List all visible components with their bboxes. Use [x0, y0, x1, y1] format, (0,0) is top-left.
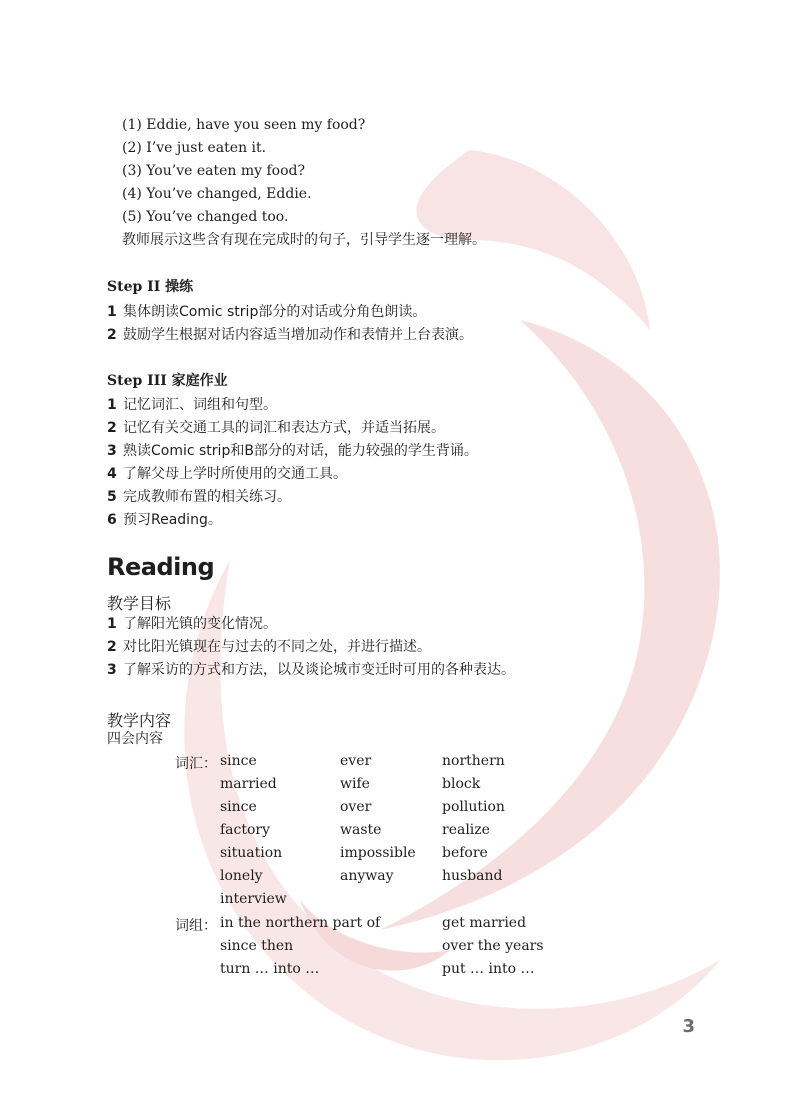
- phrase-c1-r3: turn … into …: [220, 961, 320, 977]
- step3-item-3-num: 3: [107, 443, 117, 459]
- vocab-c3-r3: pollution: [442, 799, 505, 815]
- vocab-c2-r4: waste: [340, 822, 382, 838]
- dialogue-line-5: (5) You’ve changed too.: [122, 209, 289, 225]
- goal-item-1-text: 了解阳光镇的变化情况。: [123, 616, 277, 632]
- vocab-c3-r2: block: [442, 776, 481, 792]
- step3-item-3-text: 熟读Comic strip和B部分的对话，能力较强的学生背诵。: [123, 443, 478, 459]
- vocab-c3-r6: husband: [442, 868, 503, 884]
- vocab-label: 词汇：: [175, 756, 217, 772]
- vocab-c2-r5: impossible: [340, 845, 416, 861]
- step3-item-4: [107, 463, 347, 484]
- vocab-c1-r2: married: [220, 776, 277, 792]
- goal-item-1: [107, 613, 277, 634]
- step3-item-2-num: 2: [107, 420, 117, 436]
- phrase-c1-r2: since then: [220, 938, 294, 954]
- goal-item-3: [107, 659, 515, 680]
- step2-item-1: [107, 301, 426, 322]
- step3-item-5-text: 完成教师布置的相关练习。: [123, 489, 291, 505]
- step2-item-2-text: 鼓励学生根据对话内容适当增加动作和表情并上台表演。: [123, 327, 473, 343]
- vocab-c3-r5: before: [442, 845, 488, 861]
- step3-item-4-text: 了解父母上学时所使用的交通工具。: [123, 466, 347, 482]
- vocab-c2-r2: wife: [340, 776, 370, 792]
- step3-heading: Step III 家庭作业: [107, 373, 228, 389]
- vocab-c1-r1: since: [220, 753, 257, 769]
- step2-item-1-num: 1: [107, 304, 117, 320]
- vocab-c1-r3: since: [220, 799, 257, 815]
- page-number: 3: [682, 1016, 695, 1037]
- phrase-c1-r1: in the northern part of: [220, 915, 381, 931]
- step3-item-4-num: 4: [107, 466, 117, 482]
- goal-item-2-num: 2: [107, 639, 117, 655]
- vocab-c1-r7: interview: [220, 891, 287, 907]
- vocab-c2-r3: over: [340, 799, 372, 815]
- goal-item-2: [107, 636, 431, 657]
- vocab-c1-r6: lonely: [220, 868, 263, 884]
- dialogue-line-4: (4) You’ve changed, Eddie.: [122, 186, 312, 202]
- step3-item-6: [107, 509, 222, 530]
- step2-heading: Step II 操练: [107, 279, 194, 295]
- goals-heading: 教学目标: [107, 594, 172, 613]
- dialogue-line-1: (1) Eddie, have you seen my food?: [122, 117, 366, 133]
- goal-item-3-text: 了解采访的方式和方法，以及谈论城市变迁时可用的各种表达。: [123, 662, 515, 678]
- step3-item-1: [107, 394, 277, 415]
- vocab-c1-r5: situation: [220, 845, 283, 861]
- dialogue-line-3: (3) You’ve eaten my food?: [122, 163, 305, 179]
- vocab-c1-r4: factory: [220, 822, 271, 838]
- step3-item-5-num: 5: [107, 489, 117, 505]
- phrase-c2-r3: put … into …: [442, 961, 535, 977]
- step3-item-1-text: 记忆词汇、词组和句型。: [123, 397, 277, 413]
- dialogue-note: 教师展示这些含有现在完成时的句子，引导学生逐一理解。: [122, 232, 486, 248]
- step2-item-2-num: 2: [107, 327, 117, 343]
- phrase-c2-r2: over the years: [442, 938, 544, 954]
- vocab-c2-r1: ever: [340, 753, 372, 769]
- goal-item-3-num: 3: [107, 662, 117, 678]
- step3-item-3: [107, 440, 478, 461]
- step3-item-6-text: 预习Reading。: [123, 512, 222, 528]
- phrase-c2-r1: get married: [442, 915, 527, 931]
- phrase-label: 词组：: [175, 918, 217, 934]
- dialogue-line-2: (2) I’ve just eaten it.: [122, 140, 267, 156]
- vocab-c3-r4: realize: [442, 822, 490, 838]
- four-skills-label: 四会内容: [107, 731, 163, 747]
- goal-item-1-num: 1: [107, 616, 117, 632]
- content-heading: 教学内容: [107, 711, 172, 730]
- vocab-c3-r1: northern: [442, 753, 505, 769]
- step2-item-2: [107, 324, 473, 345]
- reading-title: Reading: [107, 553, 215, 581]
- vocab-c2-r6: anyway: [340, 868, 394, 884]
- step3-item-5: [107, 486, 291, 507]
- goal-item-2-text: 对比阳光镇现在与过去的不同之处，并进行描述。: [123, 639, 431, 655]
- step2-item-1-text: 集体朗读Comic strip部分的对话或分角色朗读。: [123, 304, 427, 320]
- step3-item-2: [107, 417, 445, 438]
- step3-item-6-num: 6: [107, 512, 117, 528]
- step3-item-2-text: 记忆有关交通工具的词汇和表达方式，并适当拓展。: [123, 420, 445, 436]
- step3-item-1-num: 1: [107, 397, 117, 413]
